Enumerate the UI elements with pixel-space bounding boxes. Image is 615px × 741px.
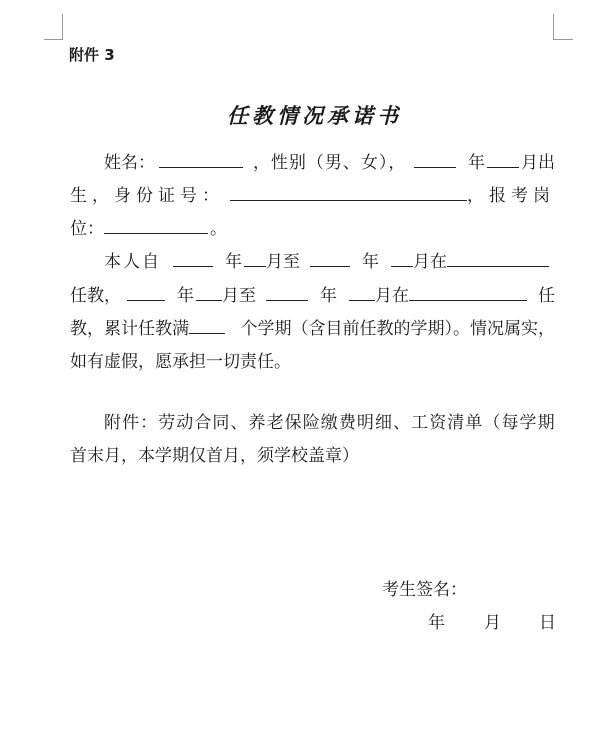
teach-continue-label: 任	[538, 286, 555, 306]
crop-mark-top-right-horizontal	[553, 39, 573, 40]
period1-to-label: 月至	[266, 252, 300, 272]
gender-label: ，性别（男、女），	[252, 153, 407, 173]
teach-label: 任教，	[70, 286, 121, 306]
period2-end-year-label: 年	[320, 286, 337, 306]
birth-month-label: 月出	[521, 153, 555, 173]
position-label: 位：	[70, 219, 104, 239]
period2-start-year-label: 年	[177, 286, 194, 306]
attachment-label: 附件 3	[69, 46, 115, 64]
attachments-line1: 附件：劳动合同、养老保险缴费明细、工资清单（每学期	[104, 413, 555, 433]
apply-position-label: ，报考岗	[467, 186, 555, 206]
semester-statement: 个学期（含目前任教的学期）。情况属实，	[240, 319, 555, 339]
date-year-label: 年	[428, 613, 445, 633]
from-label: 本人自	[104, 252, 161, 272]
period1-at-label: 月在	[413, 252, 447, 272]
crop-mark-top-left-vertical	[62, 14, 63, 40]
period1-end-year-label: 年	[362, 252, 379, 272]
date-month-label: 月	[484, 613, 501, 633]
birth-year-label: 年	[467, 153, 485, 173]
period2-to-label: 月至	[222, 286, 256, 306]
id-number-label: 生，身份证号：	[70, 186, 224, 206]
attachments-line2: 首末月，本学期仅首月，须学校盖章）	[70, 446, 359, 466]
period1-start-year-label: 年	[225, 252, 242, 272]
liability-statement: 如有虚假，愿承担一切责任。	[70, 352, 291, 372]
period2-at-label: 月在	[375, 286, 409, 306]
document-title: 任教情况承诺书	[227, 103, 402, 128]
position-end: 。	[210, 219, 227, 239]
signature-label: 考生签名：	[382, 580, 467, 600]
date-line	[428, 608, 556, 633]
semester-count-label: 教，累计任教满	[70, 319, 189, 339]
name-label: 姓名：	[104, 153, 155, 173]
crop-mark-top-left-horizontal	[44, 39, 63, 40]
date-day-label: 日	[539, 613, 556, 633]
